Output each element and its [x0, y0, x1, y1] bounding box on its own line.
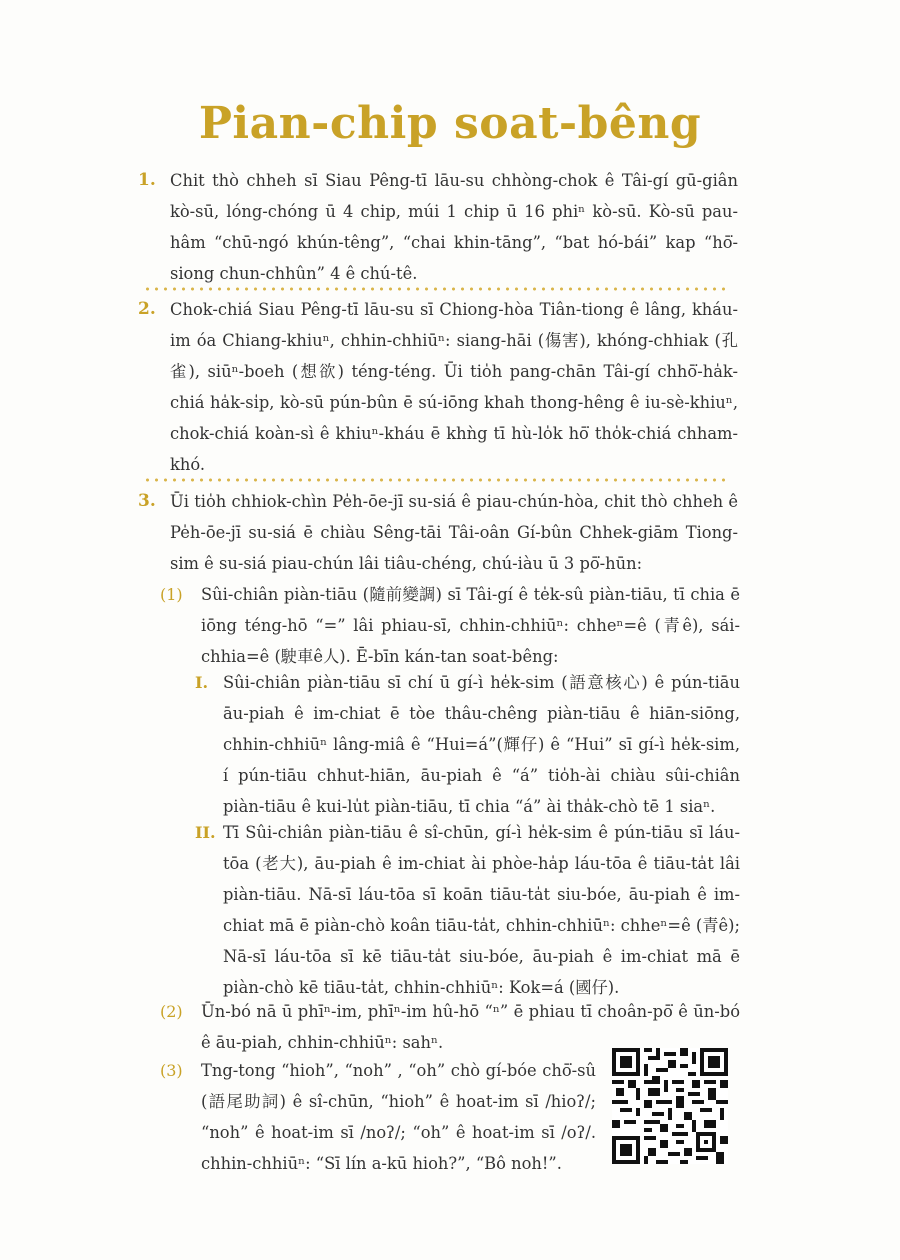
sub-item-label: (3) — [160, 1061, 183, 1080]
item-text: Ūi tio̍h chhiok-chìn Pe̍h-ōe-jī su-siá ê piau-chún-hòa, chit thò chheh ê Pe̍h-ōe-jī su-siá ē chiàu Sêng-tāi Tâi-oân Gí-bûn Chhek-giām Tiong-sim ê su-siá piau-chún lâi tiâu-chéng, chú-iàu ū 3 pō͘-hūn: — [170, 492, 738, 573]
list-item-1 — [138, 165, 738, 289]
roman-item-2 — [195, 817, 740, 1003]
roman-item-label: I. — [195, 673, 209, 692]
item-text: Chok-chiá Siau Pêng-tī lāu-su sī Chiong-hòa Tiân-tiong ê lâng, kháu-im óa Chiang-khiuⁿ, chhin-chhiūⁿ: siang-hāi (傷害), khóng-chhiak (孔雀), siūⁿ-boeh (想欲) téng-téng. Ūi tio̍h pang-chān Tâi-gí chhō͘-ha̍k-chiá ha̍k-si̍p, kò-sū pún-bûn ē sú-iōng khah thong-hêng ê iu-sè-khiuⁿ, chok-chiá koàn-sì ê khiuⁿ-kháu ē khǹg tī hù-lo̍k hō͘ tho̍k-chiá chham-khó. — [170, 300, 738, 474]
dotted-divider — [143, 478, 731, 482]
sub-item-label: (2) — [160, 1002, 183, 1021]
list-item-2 — [138, 294, 738, 480]
roman-item-text: Tī Sûi-chiân piàn-tiāu ê sî-chūn, gí-ì he̍k-sim ê pún-tiāu sī láu-tōa (老大), āu-piah ê im-chiat ài phòe-ha̍p láu-tōa ê tiāu-ta̍t lâi piàn-tiāu. Nā-sī láu-tōa sī koān tiāu-ta̍t siu-bóe, āu-piah ê im-chiat mā ē piàn-chò koân tiāu-ta̍t, chhin-chhiūⁿ: chheⁿ=ê (青ê); Nā-sī láu-tōa sī kē tiāu-ta̍t siu-bóe, āu-piah ê im-chiat mā ē piàn-chò kē tiāu-ta̍t, chhin-chhiūⁿ: Kok=á (國仔). — [223, 823, 740, 997]
roman-item-text: Sûi-chiân piàn-tiāu sī chí ū gí-ì he̍k-sim (語意核心) ê pún-tiāu āu-piah ê im-chiat ē tòe thâu-chêng piàn-tiāu ê hiān-siōng, chhin-chhiūⁿ lâng-miâ ê “Hui=á”(輝仔) ê “Hui” sī gí-ì he̍k-sim, í pún-tiāu chhut-hiān, āu-piah ê “á” tio̍h-ài chiàu sûi-chiân piàn-tiāu ê kui-lu̍t piàn-tiāu, tī chia “á” ài tha̍k-chò tē 1 siaⁿ. — [223, 673, 740, 816]
item-number: 3. — [138, 491, 156, 511]
sub-item-1 — [160, 579, 740, 672]
list-item-3 — [138, 486, 738, 579]
qr-code-icon[interactable] — [612, 1048, 728, 1164]
sub-item-text: Sûi-chiân piàn-tiāu (隨前變調) sī Tâi-gí ê te̍k-sû piàn-tiāu, tī chia ē iōng téng-hō “=” lâi phiau-sī, chhin-chhiūⁿ: chheⁿ=ê (青ê), sái-chhia=ê (駛車ê人). Ē-bīn kán-tan soat-bêng: — [201, 585, 740, 666]
roman-item-label: II. — [195, 823, 216, 842]
sub-item-text: Tng-tong “hioh”, “noh” , “oh” chò gí-bóe chō͘-sû (語尾助詞) ê sî-chūn, “hioh” ê hoat-im sī /hioʔ/; “noh” ê hoat-im sī /noʔ/; “oh” ê hoat-im sī /oʔ/. chhin-chhiūⁿ: “Sī lín a-kū hioh?”, “Bô noh!”. — [201, 1061, 596, 1173]
item-text: Chit thò chheh sī Siau Pêng-tī lāu-su chhòng-chok ê Tâi-gí gū-giân kò-sū, lóng-chóng ū 4 chip, múi 1 chip ū 16 phiⁿ kò-sū. Kò-sū pau-hâm “chū-ngó khún-têng”, “chai khin-tāng”, “bat hó-bái” kap “hō͘-siong chun-chhûn” 4 ê chú-tê. — [170, 171, 738, 283]
sub-item-label: (1) — [160, 585, 183, 604]
sub-item-text: Ūn-bó nā ū phīⁿ-im, phīⁿ-im hû-hō “ⁿ” ē phiau tī choân-pō͘ ê ūn-bó ê āu-piah, chhin-chhiūⁿ: sahⁿ. — [201, 1002, 740, 1052]
page-title: Pian-chip soat-bêng — [198, 98, 702, 149]
item-number: 2. — [138, 299, 156, 319]
item-number: 1. — [138, 170, 156, 190]
roman-item-1 — [195, 667, 740, 822]
dotted-divider — [143, 287, 731, 291]
